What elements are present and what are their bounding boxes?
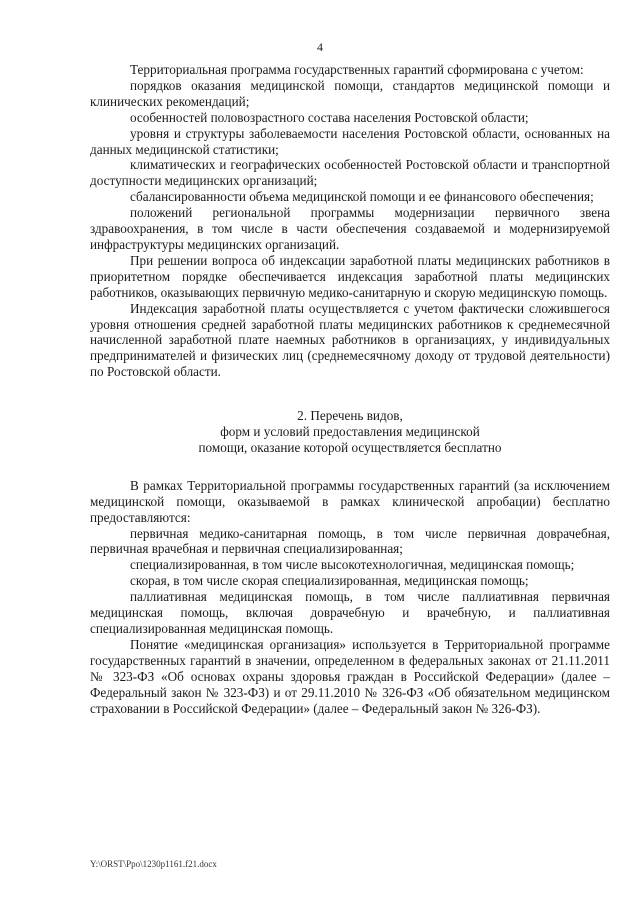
paragraph: положений региональной программы модернизации первичного звена здравоохранения, в том числе в части обеспечения создаваемой и модернизируемой инфраструктуры медицинских организаций. (90, 205, 610, 252)
paragraph: В рамках Территориальной программы государственных гарантий (за исключением медицинской помощи, оказываемой в рамках клинической апробации) бесплатно предоставляются: (90, 477, 610, 525)
heading-line: помощи, оказание которой осуществляется бесплатно (198, 439, 502, 455)
document-body (90, 62, 610, 716)
paragraph: Понятие «медицинская организация» используется в Территориальной программе государственных гарантий в значении, определенном в федеральных законах от 21.11.2011 № 323-ФЗ «Об основах охраны здоровья граждан в Российской Федерации» (далее – Федеральный закон № 323-ФЗ) и от 29.11.2010 № 326-ФЗ «Об обязательном медицинском страховании в Российской Федерации» (далее – Федеральный закон № 326-ФЗ). (90, 636, 610, 716)
paragraph: При решении вопроса об индексации заработной платы медицинских работников в приоритетном порядке обеспечивается индексация заработной платы медицинских работников, оказывающих первичную медико-санитарную и скорую медицинскую помощь. (90, 252, 610, 300)
paragraph: первичная медико-санитарная помощь, в том числе первичная доврачебная, первичная врачебная и первичная специализированная; (90, 525, 610, 557)
heading-line: 2. Перечень видов, (297, 408, 403, 424)
section-heading (90, 408, 610, 456)
paragraph: Территориальная программа государственных гарантий сформирована с учетом: (130, 62, 584, 77)
paragraph: Индексация заработной платы осуществляется с учетом фактически сложившегося уровня отношения средней заработной платы медицинских работников к среднемесячной начисленной заработной плате наемных работников в организациях, у индивидуальных предпринимателей и физических лиц (среднемесячному доходу от трудовой деятельности) по Ростовской области. (90, 300, 610, 380)
page-number: 4 (317, 40, 323, 54)
paragraph: климатических и географических особенностей Ростовской области и транспортной доступности медицинских организаций; (90, 157, 610, 189)
paragraph: скорая, в том числе скорая специализированная, медицинская помощь; (130, 573, 529, 589)
paragraph: сбалансированности объема медицинской помощи и ее финансового обеспечения; (130, 189, 594, 205)
paragraph: порядков оказания медицинской помощи, стандартов медицинской помощи и клинических рекомендаций; (90, 77, 610, 109)
paragraph: специализированная, в том числе высокотехнологичная, медицинская помощь; (130, 557, 575, 573)
heading-line: форм и условий предоставления медицинской (220, 424, 480, 440)
paragraph: паллиативная медицинская помощь, в том числе паллиативная первичная медицинская помощь, включая доврачебную и врачебную, и паллиативная специализированная медицинская помощь. (90, 589, 610, 636)
file-path-footer: Y:\ORST\Ppo\1230p1161.f21.docx (90, 859, 217, 869)
paragraph: уровня и структуры заболеваемости населения Ростовской области, основанных на данных медицинской статистики; (90, 125, 610, 157)
paragraph: особенностей половозрастного состава населения Ростовской области; (130, 109, 529, 125)
